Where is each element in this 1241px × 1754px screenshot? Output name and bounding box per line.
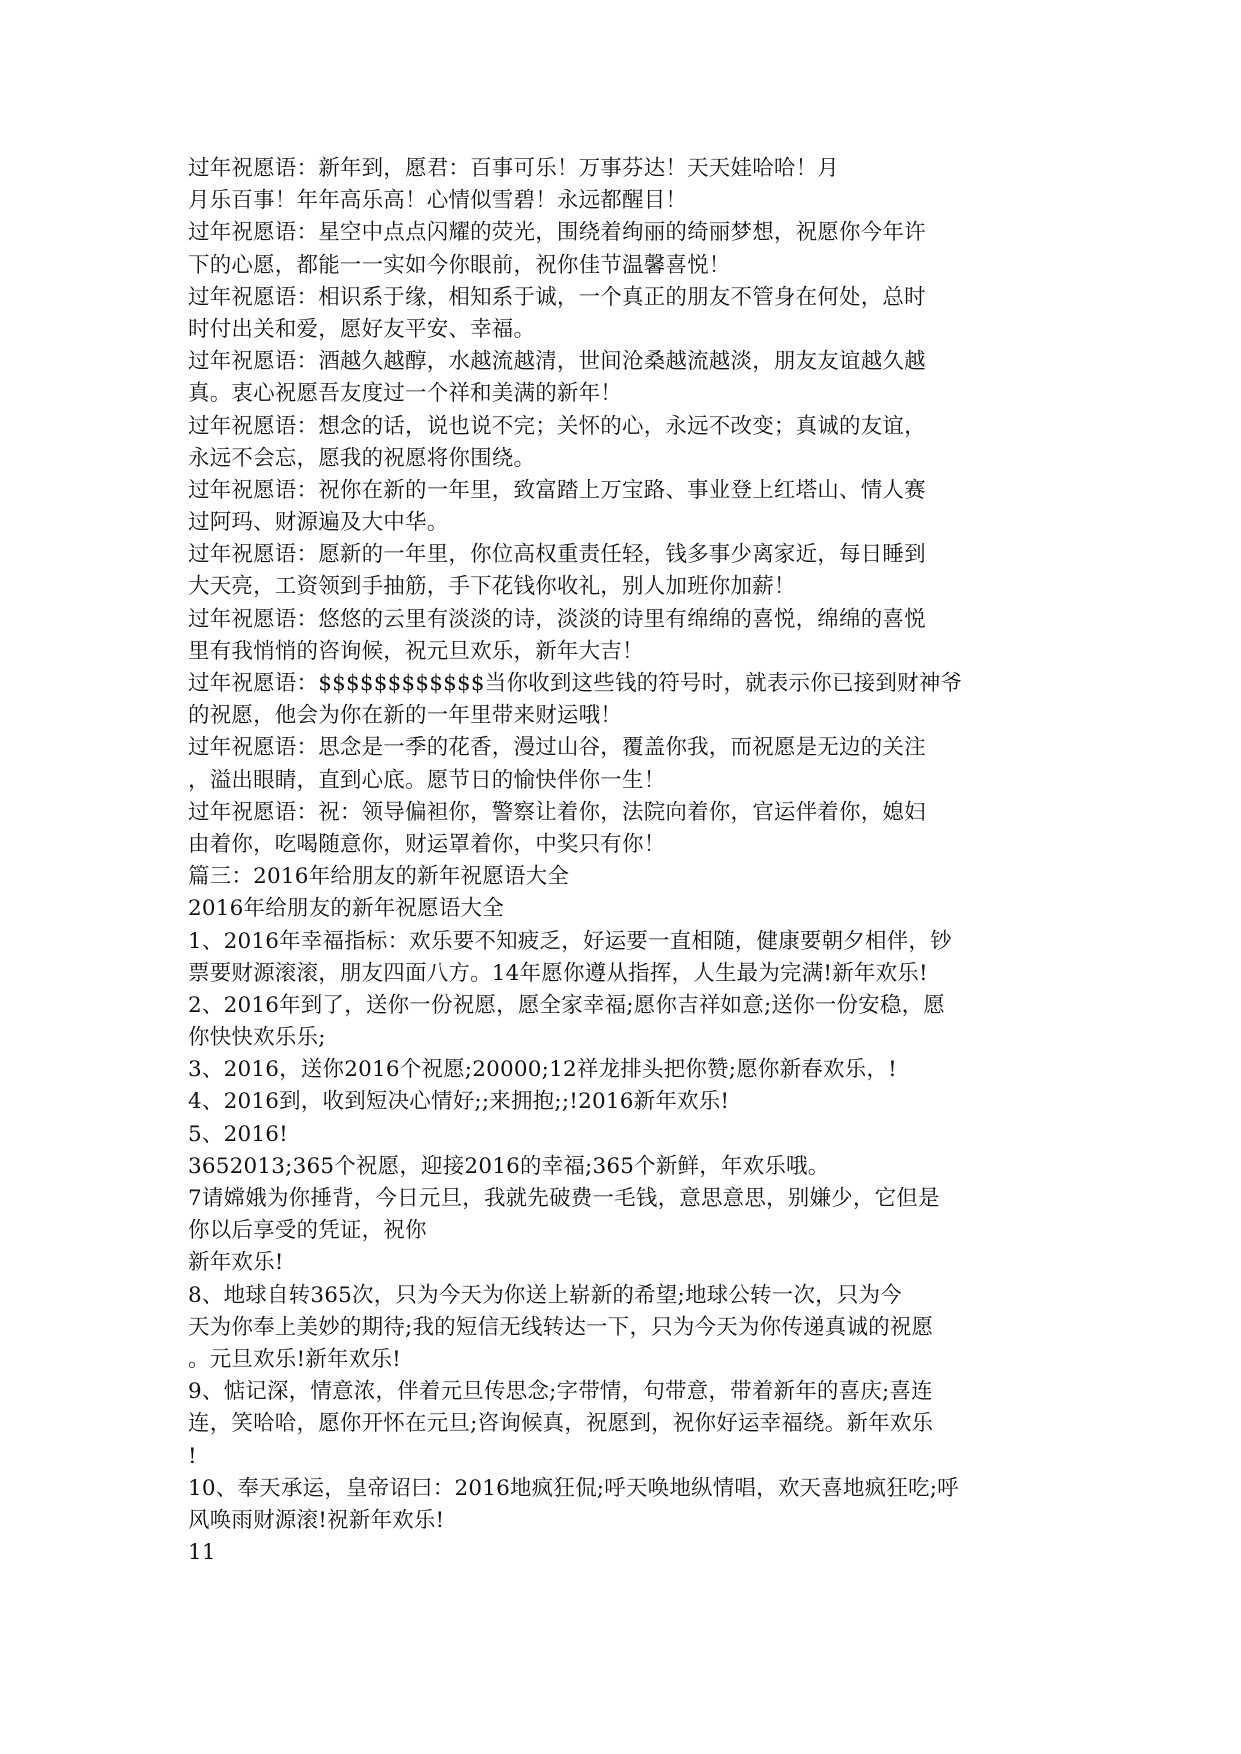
text-line: 。元旦欢乐!新年欢乐!	[188, 1346, 401, 1372]
text-line: 真。衷心祝愿吾友度过一个祥和美满的新年！	[188, 381, 623, 407]
text-line: 风唤雨财源滚!祝新年欢乐!	[188, 1507, 445, 1533]
text-line: 过年祝愿语：悠悠的云里有淡淡的诗，淡淡的诗里有绵绵的喜悦，绵绵的喜悦	[188, 606, 926, 632]
text-line: 过年祝愿语：思念是一季的花香，漫过山谷，覆盖你我，而祝愿是无边的关注	[188, 735, 926, 761]
text-line: 下的心愿，都能一一实如今你眼前，祝你佳节温馨喜悦！	[188, 252, 731, 278]
text-line: 10、奉天承运，皇帝诏曰：2016地疯狂侃;呼天唤地纵情唱，欢天喜地疯狂吃;呼	[188, 1475, 959, 1501]
text-line: 连，笑哈哈，愿你开怀在元旦;咨询候真，祝愿到，祝你好运幸福绕。新年欢乐	[188, 1411, 934, 1437]
text-line: 过阿玛、财源遍及大中华。	[188, 510, 449, 536]
text-line: !	[188, 1443, 197, 1469]
text-line: 3、2016，送你2016个祝愿;20000;12祥龙排头把你赞;愿你新春欢乐，!	[188, 1057, 897, 1083]
text-line: 2016年给朋友的新年祝愿语大全	[188, 896, 504, 922]
text-line: 天为你奉上美妙的期待;我的短信无线转达一下，只为今天为你传递真诚的祝愿	[188, 1314, 934, 1340]
text-line: 8、地球自转365次，只为今天为你送上崭新的希望;地球公转一次，只为今	[188, 1282, 902, 1308]
text-line: 你以后享受的凭证，祝你	[188, 1218, 427, 1244]
text-line: 4、2016到，收到短决心情好;;来拥抱;;!2016新年欢乐!	[188, 1089, 730, 1115]
text-line: ，溢出眼睛，直到心底。愿节日的愉快伴你一生！	[188, 767, 666, 793]
text-line: 过年祝愿语：祝你在新的一年里，致富踏上万宝路、事业登上红塔山、情人赛	[188, 477, 926, 503]
text-line: 过年祝愿语：星空中点点闪耀的荧光，围绕着绚丽的绮丽梦想，祝愿你今年许	[188, 220, 926, 246]
text-line: 过年祝愿语：酒越久越醇，水越流越清，世间沧桑越流越淡，朋友友谊越久越	[188, 349, 926, 375]
text-line: 月乐百事！年年高乐高！心情似雪碧！永远都醒目！	[188, 188, 688, 214]
text-line: 你快快欢乐乐;	[188, 1025, 326, 1051]
text-line: 过年祝愿语：新年到，愿君：百事可乐！万事芬达！天天娃哈哈！月	[188, 156, 840, 181]
text-line: 过年祝愿语：想念的话，说也说不完；关怀的心，永远不改变；真诚的友谊，	[188, 413, 926, 439]
text-line: 永远不会忘，愿我的祝愿将你围绕。	[188, 445, 536, 471]
text-line: 时付出关和爱，愿好友平安、幸福。	[188, 316, 536, 342]
text-line: 过年祝愿语：$$$$$$$$$$$$当你收到这些钱的符号时，就表示你已接到财神爷	[188, 671, 963, 696]
text-line: 过年祝愿语：愿新的一年里，你位高权重责任轻，钱多事少离家近，每日睡到	[188, 542, 926, 568]
text-line: 2、2016年到了，送你一份祝愿，愿全家幸福;愿你吉祥如意;送你一份安稳，愿	[188, 992, 945, 1018]
text-line: 篇三：2016年给朋友的新年祝愿语大全	[188, 864, 570, 890]
text-line: 的祝愿，他会为你在新的一年里带来财运哦！	[188, 703, 623, 729]
text-line: 过年祝愿语：祝：领导偏袒你，警察让着你，法院向着你，官运伴着你，媳妇	[188, 799, 926, 825]
text-line: 新年欢乐!	[188, 1250, 284, 1276]
text-line: 票要财源滚滚，朋友四面八方。14年愿你遵从指挥，人生最为完满!新年欢乐!	[188, 960, 928, 986]
text-line: 大天亮，工资领到手抽筋，手下花钱你收礼，别人加班你加薪！	[188, 574, 796, 600]
text-line: 1、2016年幸福指标：欢乐要不知疲乏，好运要一直相随，健康要朝夕相伴，钞	[188, 928, 952, 954]
text-line: 3652013;365个祝愿，迎接2016的幸福;365个新鲜，年欢乐哦。	[188, 1153, 830, 1179]
text-line: 11	[188, 1540, 216, 1566]
document-body	[188, 153, 1068, 1569]
text-line: 9、惦记深，情意浓，伴着元旦传思念;字带情，句带意，带着新年的喜庆;喜连	[188, 1379, 933, 1405]
text-line: 由着你，吃喝随意你，财运罩着你，中奖只有你！	[188, 831, 666, 857]
text-line: 里有我悄悄的咨询候，祝元旦欢乐，新年大吉！	[188, 638, 644, 664]
text-line: 7请嫦娥为你捶背，今日元旦，我就先破费一毛钱，意思意思，别嫌少，它但是	[188, 1186, 940, 1211]
text-line: 5、2016!	[188, 1121, 288, 1147]
text-line: 过年祝愿语：相识系于缘，相知系于诚，一个真正的朋友不管身在何处，总时	[188, 284, 926, 310]
